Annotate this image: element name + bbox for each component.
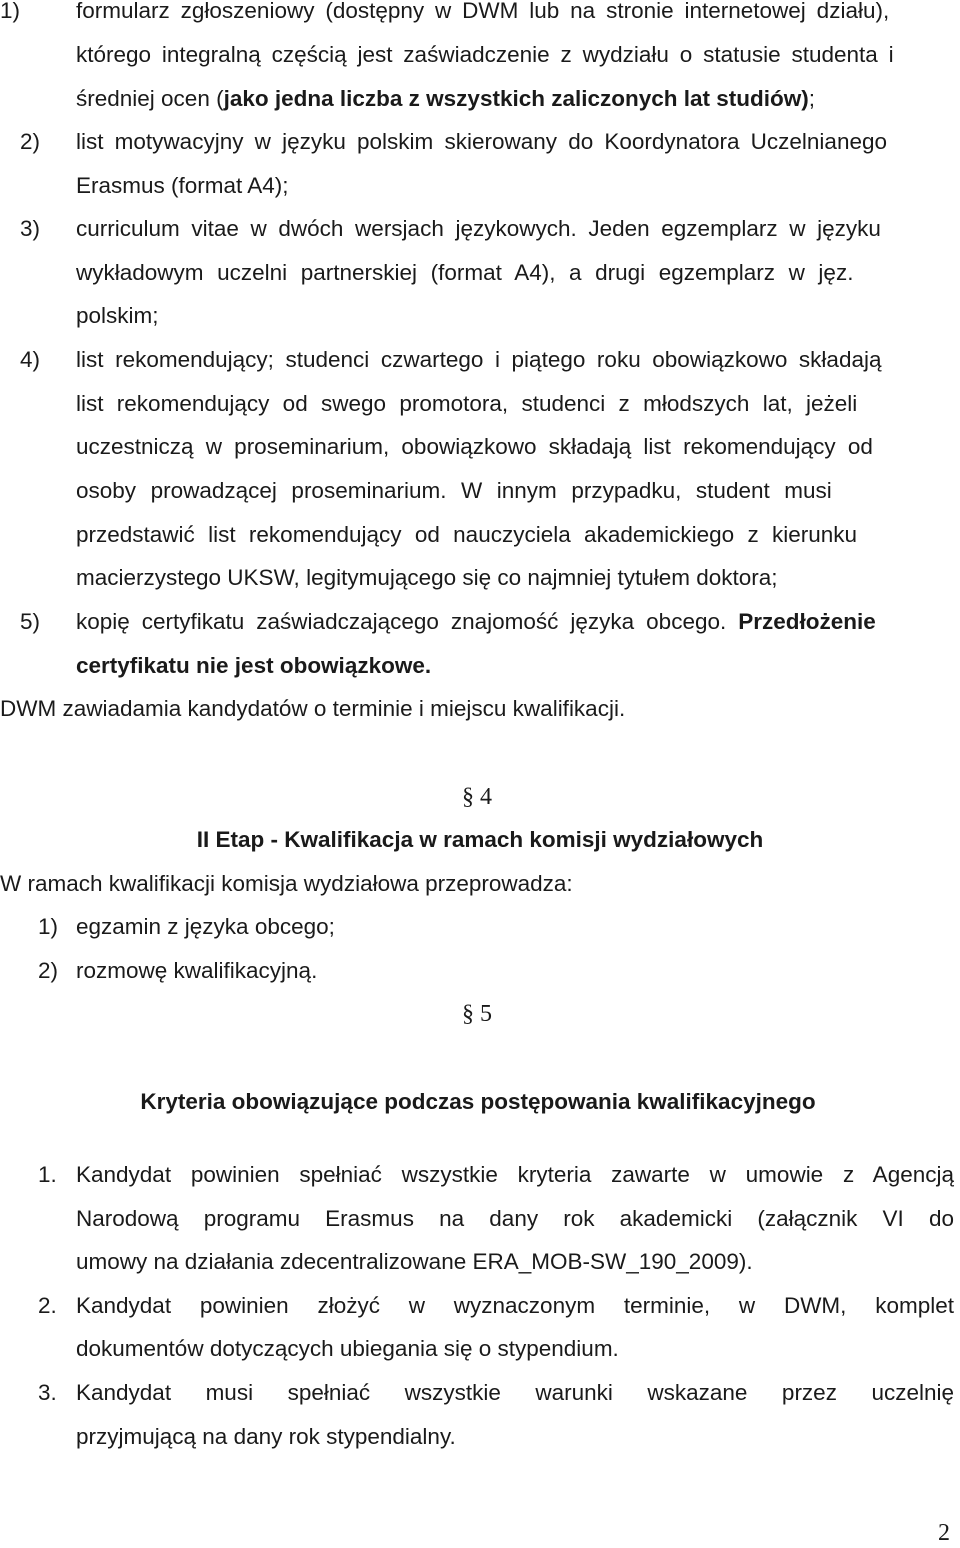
section-mark: § 4 [462,784,492,810]
section-heading: II Etap - Kwalifikacja w ramach komisji wydziałowych [196,827,764,852]
list-item-number: 5) [20,609,41,634]
list-item-line: Kandydat musi spełniać wszystkie warunki wskazane przez uczelnię [76,1380,954,1405]
list-item-number: 2. [38,1293,57,1318]
list-item-line: przyjmującą na dany rok stypendialny. [76,1424,456,1449]
list-item-line: formularz zgłoszeniowy (dostępny w DWM lub na stronie internetowej działu), [76,0,890,23]
list-item-line: list rekomendujący od swego promotora, studenci z młodszych lat, jeżeli [76,391,858,416]
list-item-number: 1) [38,914,59,939]
list-item-number: 1. [38,1162,57,1187]
list-item-number: 3. [38,1380,57,1405]
bold-emphasis: Przedłożenie [738,609,876,634]
list-item-line: Narodową programu Erasmus na dany rok akademicki (załącznik VI do [76,1206,954,1231]
section-intro: W ramach kwalifikacji komisja wydziałowa przeprowadza: [0,871,573,896]
page-number: 2 [938,1520,950,1546]
bold-emphasis: jako jedna liczba z wszystkich zaliczonych lat studiów) [223,86,809,111]
list-item-line: średniej ocen (jako jedna liczba z wszystkich zaliczonych lat studiów); [76,86,816,111]
list-item-line: wykładowym uczelni partnerskiej (format A4), a drugi egzemplarz w jęz. [76,260,854,285]
list-item-line: dokumentów dotyczących ubiegania się o stypendium. [76,1336,619,1361]
list-item-text: rozmowę kwalifikacyjną. [76,958,318,983]
list-item-line: macierzystego UKSW, legitymującego się co najmniej tytułem doktora; [76,565,778,590]
list-item-line: kopię certyfikatu zaświadczającego znajomość języka obcego. Przedłożenie [76,609,876,634]
list-item-line: umowy na działania zdecentralizowane ERA_MOB-SW_190_2009). [76,1249,753,1274]
list-item-number: 2) [38,958,59,983]
list-item-line: przedstawić list rekomendujący od nauczyciela akademickiego z kierunku [76,522,858,547]
list-item-number: 3) [20,216,41,241]
list-item-number: 2) [20,129,41,154]
list-item-line: list motywacyjny w języku polskim skierowany do Koordynatora Uczelnianego [76,129,888,154]
list-item-line [76,651,431,681]
list-item-number: 4) [20,347,41,372]
list-item-line: polskim; [76,303,159,328]
list-item-line: osoby prowadzącej proseminarium. W innym przypadku, student musi [76,478,832,503]
list-item-line: Kandydat powinien złożyć w wyznaczonym terminie, w DWM, komplet [76,1293,954,1318]
section-mark: § 5 [462,1001,492,1027]
list-item-line: którego integralną częścią jest zaświadczenie z wydziału o statusie studenta i [76,42,894,67]
bold-emphasis: certyfikatu nie jest obowiązkowe. [76,653,432,678]
section-heading: Kryteria obowiązujące podczas postępowania kwalifikacyjnego [140,1089,816,1114]
dwm-notice: DWM zawiadamia kandydatów o terminie i miejscu kwalifikacji. [0,696,626,721]
list-item-line: curriculum vitae w dwóch wersjach językowych. Jeden egzemplarz w języku [76,216,881,241]
list-item-line: list rekomendujący; studenci czwartego i piątego roku obowiązkowo składają [76,347,882,372]
list-item-number: 1) [0,0,21,23]
list-item-line: uczestniczą w proseminarium, obowiązkowo składają list rekomendujący od [76,434,873,459]
list-item-line: Erasmus (format A4); [76,173,289,198]
list-item-text: egzamin z języka obcego; [76,914,335,939]
list-item-line: Kandydat powinien spełniać wszystkie kryteria zawarte w umowie z Agencją [76,1162,954,1187]
